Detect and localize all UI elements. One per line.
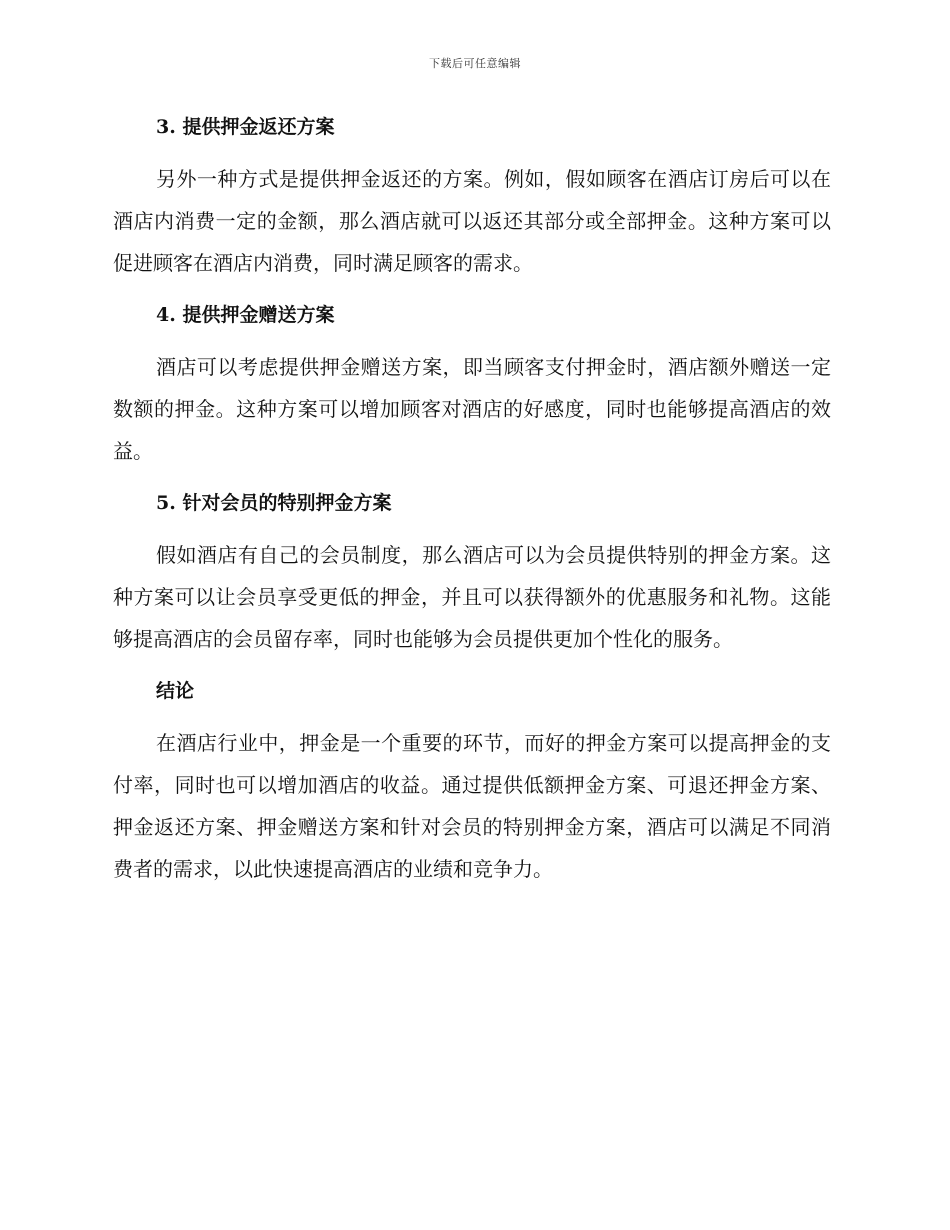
conclusion-paragraph: 在酒店行业中，押金是一个重要的环节，而好的押金方案可以提高押金的支付率，同时也可以增加酒店的收益。通过提供低额押金方案、可退还押金方案、押金返还方案、押金赠送方案和针对会员的特别押金方案，酒店可以满足不同消费者的需求，以此快速提高酒店的业绩和竞争力。 bbox=[113, 731, 831, 881]
conclusion-heading: 结论 bbox=[156, 680, 195, 702]
section-paragraph-5: 假如酒店有自己的会员制度，那么酒店可以为会员提供特别的押金方案。这种方案可以让会员享受更低的押金，并且可以获得额外的优惠服务和礼物。这能够提高酒店的会员留存率，同时也能够为会员提供更加个性化的服务。 bbox=[113, 543, 831, 651]
section-heading-3: 3. 提供押金返还方案 bbox=[156, 116, 335, 138]
header-note: 下载后可任意编辑 bbox=[429, 57, 521, 70]
section-heading-5: 5. 针对会员的特别押金方案 bbox=[156, 492, 392, 514]
section-heading-4: 4. 提供押金赠送方案 bbox=[156, 304, 335, 326]
section-paragraph-4: 酒店可以考虑提供押金赠送方案，即当顾客支付押金时，酒店额外赠送一定数额的押金。这种方案可以增加顾客对酒店的好感度，同时也能够提高酒店的效益。 bbox=[113, 355, 831, 463]
section-paragraph-3: 另外一种方式是提供押金返还的方案。例如，假如顾客在酒店订房后可以在酒店内消费一定的金额，那么酒店就可以返还其部分或全部押金。这种方案可以促进顾客在酒店内消费，同时满足顾客的需求。 bbox=[113, 167, 831, 275]
document-body bbox=[113, 106, 831, 900]
